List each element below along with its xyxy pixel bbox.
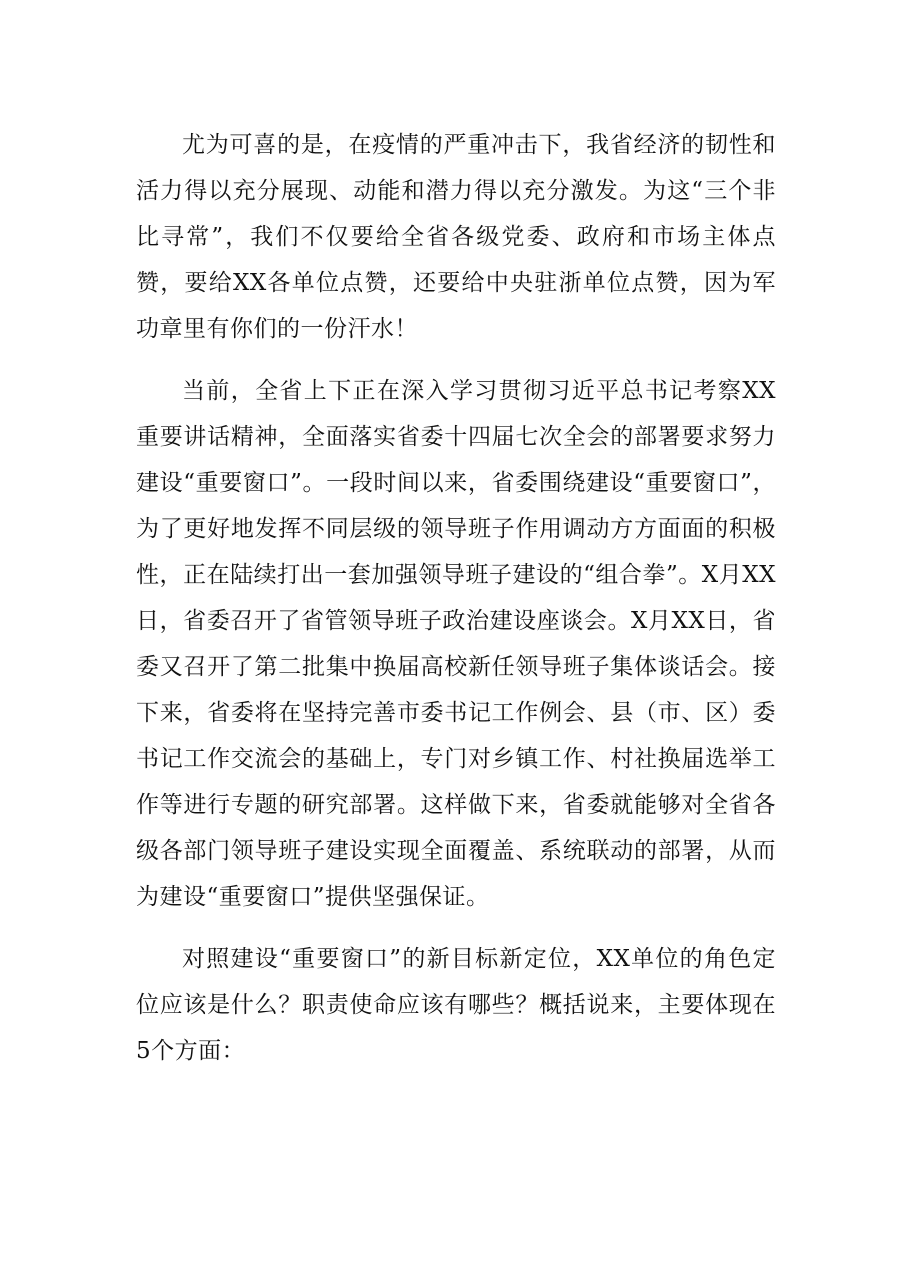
document-page <box>136 122 776 1090</box>
paragraph-1: 尤为可喜的是，在疫情的严重冲击下，我省经济的韧性和活力得以充分展现、动能和潜力得以充分激发。为这“三个非比寻常”，我们不仅要给全省各级党委、政府和市场主体点赞，要给XX各单位点赞，还要给中央驻浙单位点赞，因为军功章里有你们的一份汗水！ <box>136 132 776 342</box>
paragraph-2: 当前，全省上下正在深入学习贯彻习近平总书记考察XX重要讲话精神，全面落实省委十四届七次全会的部署要求努力建设“重要窗口”。一段时间以来，省委围绕建设“重要窗口”，为了更好地发挥不同层级的领导班子作用调动方方面面的积极性，正在陆续打出一套加强领导班子建设的“组合拳”。X月XX日，省委召开了省管领导班子政治建设座谈会。X月XX日，省委又召开了第二批集中换届高校新任领导班子集体谈话会。接下来，省委将在坚持完善市委书记工作例会、县（市、区）委书记工作交流会的基础上，专门对乡镇工作、村社换届选举工作等进行专题的研究部署。这样做下来，省委就能够对全省各级各部门领导班子建设实现全面覆盖、系统联动的部署，从而为建设“重要窗口”提供坚强保证。 <box>136 378 776 910</box>
paragraph-3: 对照建设“重要窗口”的新目标新定位，XX单位的角色定位应该是什么？职责使命应该有哪些？概括说来，主要体现在5个方面： <box>136 946 776 1064</box>
